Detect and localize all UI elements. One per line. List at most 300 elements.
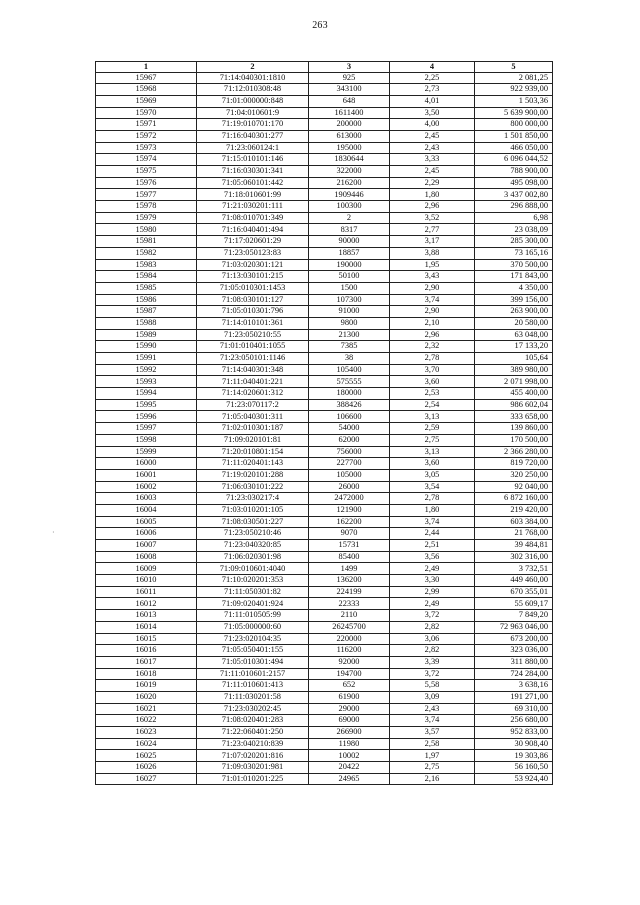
rate-value-cell: 3,33 xyxy=(390,154,475,166)
cost-value-cell: 171 843,00 xyxy=(475,271,553,283)
cost-value-cell: 311 880,00 xyxy=(475,656,553,668)
scan-speck: · xyxy=(52,528,55,537)
row-number-cell: 15990 xyxy=(96,341,197,353)
area-value-cell: 9800 xyxy=(309,317,390,329)
row-number-cell: 16011 xyxy=(96,586,197,598)
row-number-cell: 15973 xyxy=(96,142,197,154)
cadastral-number-cell: 71:01:010401:1055 xyxy=(197,341,309,353)
area-value-cell: 54000 xyxy=(309,423,390,435)
cadastral-number-cell: 71:05:010301:494 xyxy=(197,656,309,668)
row-number-cell: 16024 xyxy=(96,738,197,750)
cost-value-cell: 670 355,01 xyxy=(475,586,553,598)
cost-value-cell: 952 833,00 xyxy=(475,727,553,739)
rate-value-cell: 2,49 xyxy=(390,563,475,575)
cost-value-cell: 3 638,16 xyxy=(475,680,553,692)
table-row xyxy=(96,715,553,727)
row-number-cell: 15970 xyxy=(96,107,197,119)
table-row xyxy=(96,201,553,213)
rate-value-cell: 3,54 xyxy=(390,481,475,493)
area-value-cell: 200000 xyxy=(309,119,390,131)
table-row xyxy=(96,236,553,248)
area-value-cell: 190000 xyxy=(309,259,390,271)
rate-value-cell: 2,78 xyxy=(390,493,475,505)
cost-value-cell: 30 908,40 xyxy=(475,738,553,750)
row-number-cell: 16002 xyxy=(96,481,197,493)
table-row xyxy=(96,306,553,318)
table-row xyxy=(96,84,553,96)
cadastral-number-cell: 71:05:060101:442 xyxy=(197,177,309,189)
table-row xyxy=(96,504,553,516)
row-number-cell: 16007 xyxy=(96,540,197,552)
row-number-cell: 16010 xyxy=(96,575,197,587)
cost-value-cell: 73 165,16 xyxy=(475,247,553,259)
column-header-5: 5 xyxy=(475,62,553,73)
cost-value-cell: 320 250,00 xyxy=(475,469,553,481)
row-number-cell: 15986 xyxy=(96,294,197,306)
area-value-cell: 21300 xyxy=(309,329,390,341)
area-value-cell: 2 xyxy=(309,212,390,224)
cadastral-number-cell: 71:08:030101:127 xyxy=(197,294,309,306)
rate-value-cell: 2,53 xyxy=(390,388,475,400)
area-value-cell: 105400 xyxy=(309,364,390,376)
cost-value-cell: 2 081,25 xyxy=(475,72,553,84)
rate-value-cell: 3,88 xyxy=(390,247,475,259)
area-value-cell: 15731 xyxy=(309,540,390,552)
column-header-2: 2 xyxy=(197,62,309,73)
area-value-cell: 24965 xyxy=(309,773,390,785)
area-value-cell: 20422 xyxy=(309,762,390,774)
table-row xyxy=(96,469,553,481)
table-row xyxy=(96,177,553,189)
cost-value-cell: 5 639 900,00 xyxy=(475,107,553,119)
table-row xyxy=(96,247,553,259)
row-number-cell: 16006 xyxy=(96,528,197,540)
area-value-cell: 343100 xyxy=(309,84,390,96)
rate-value-cell: 2,73 xyxy=(390,84,475,96)
rate-value-cell: 2,82 xyxy=(390,621,475,633)
cost-value-cell: 819 720,00 xyxy=(475,458,553,470)
row-number-cell: 16022 xyxy=(96,715,197,727)
rate-value-cell: 5,58 xyxy=(390,680,475,692)
area-value-cell: 388426 xyxy=(309,399,390,411)
rate-value-cell: 2,49 xyxy=(390,598,475,610)
area-value-cell: 11980 xyxy=(309,738,390,750)
cadastral-number-cell: 71:06:020301:98 xyxy=(197,551,309,563)
cadastral-number-cell: 71:05:010301:796 xyxy=(197,306,309,318)
cost-value-cell: 466 050,00 xyxy=(475,142,553,154)
cadastral-number-cell: 71:22:060401:250 xyxy=(197,727,309,739)
table-row xyxy=(96,376,553,388)
rate-value-cell: 3,72 xyxy=(390,668,475,680)
cost-value-cell: 673 200,00 xyxy=(475,633,553,645)
cost-value-cell: 724 284,00 xyxy=(475,668,553,680)
area-value-cell: 1909446 xyxy=(309,189,390,201)
column-header-3: 3 xyxy=(309,62,390,73)
cost-value-cell: 6 872 160,00 xyxy=(475,493,553,505)
table-row xyxy=(96,166,553,178)
row-number-cell: 16016 xyxy=(96,645,197,657)
cadastral-number-cell: 71:09:020401:924 xyxy=(197,598,309,610)
rate-value-cell: 1,80 xyxy=(390,189,475,201)
table-row xyxy=(96,691,553,703)
table-row xyxy=(96,645,553,657)
table-row xyxy=(96,668,553,680)
table-row xyxy=(96,224,553,236)
cadastral-number-cell: 71:05:040301:311 xyxy=(197,411,309,423)
cadastral-number-cell: 71:21:030201:111 xyxy=(197,201,309,213)
area-value-cell: 29000 xyxy=(309,703,390,715)
rate-value-cell: 3,52 xyxy=(390,212,475,224)
table-row xyxy=(96,458,553,470)
row-number-cell: 15978 xyxy=(96,201,197,213)
table-row xyxy=(96,353,553,365)
table-row xyxy=(96,212,553,224)
cadastral-number-cell: 71:11:010601:2157 xyxy=(197,668,309,680)
cost-value-cell: 6,98 xyxy=(475,212,553,224)
cadastral-number-cell: 71:05:010301:1453 xyxy=(197,282,309,294)
area-value-cell: 224199 xyxy=(309,586,390,598)
area-value-cell: 50100 xyxy=(309,271,390,283)
row-number-cell: 16021 xyxy=(96,703,197,715)
cadastral-number-cell: 71:23:060124:1 xyxy=(197,142,309,154)
row-number-cell: 15993 xyxy=(96,376,197,388)
cadastral-number-cell: 71:11:010601:413 xyxy=(197,680,309,692)
cadastral-number-cell: 71:10:020201:353 xyxy=(197,575,309,587)
rate-value-cell: 3,60 xyxy=(390,376,475,388)
cadastral-number-cell: 71:09:010601:4040 xyxy=(197,563,309,575)
area-value-cell: 26000 xyxy=(309,481,390,493)
table-row xyxy=(96,551,553,563)
rate-value-cell: 2,43 xyxy=(390,703,475,715)
row-number-cell: 15997 xyxy=(96,423,197,435)
area-value-cell: 1830644 xyxy=(309,154,390,166)
rate-value-cell: 2,90 xyxy=(390,282,475,294)
area-value-cell: 1611400 xyxy=(309,107,390,119)
cadastral-number-cell: 71:23:020104:35 xyxy=(197,633,309,645)
row-number-cell: 15980 xyxy=(96,224,197,236)
table-row xyxy=(96,142,553,154)
table-row xyxy=(96,738,553,750)
cadastral-number-cell: 71:19:010701:170 xyxy=(197,119,309,131)
row-number-cell: 15995 xyxy=(96,399,197,411)
cadastral-number-cell: 71:06:030101:222 xyxy=(197,481,309,493)
cost-value-cell: 105,64 xyxy=(475,353,553,365)
row-number-cell: 16019 xyxy=(96,680,197,692)
cost-value-cell: 92 040,00 xyxy=(475,481,553,493)
rate-value-cell: 3,39 xyxy=(390,656,475,668)
cost-value-cell: 219 420,00 xyxy=(475,504,553,516)
cost-value-cell: 19 303,86 xyxy=(475,750,553,762)
table-row xyxy=(96,773,553,785)
cost-value-cell: 39 484,81 xyxy=(475,540,553,552)
rate-value-cell: 3,06 xyxy=(390,633,475,645)
row-number-cell: 15992 xyxy=(96,364,197,376)
cost-value-cell: 455 400,00 xyxy=(475,388,553,400)
area-value-cell: 322000 xyxy=(309,166,390,178)
table-row xyxy=(96,154,553,166)
cost-value-cell: 603 384,00 xyxy=(475,516,553,528)
cost-value-cell: 1 501 850,00 xyxy=(475,130,553,142)
area-value-cell: 220000 xyxy=(309,633,390,645)
row-number-cell: 16009 xyxy=(96,563,197,575)
area-value-cell: 22333 xyxy=(309,598,390,610)
area-value-cell: 91000 xyxy=(309,306,390,318)
area-value-cell: 2110 xyxy=(309,610,390,622)
cost-value-cell: 2 366 280,00 xyxy=(475,446,553,458)
table-row xyxy=(96,282,553,294)
area-value-cell: 107300 xyxy=(309,294,390,306)
cadastral-number-cell: 71:23:050210:46 xyxy=(197,528,309,540)
rate-value-cell: 2,32 xyxy=(390,341,475,353)
row-number-cell: 16020 xyxy=(96,691,197,703)
table-row xyxy=(96,411,553,423)
cost-value-cell: 56 160,50 xyxy=(475,762,553,774)
cost-value-cell: 449 460,00 xyxy=(475,575,553,587)
table-row xyxy=(96,633,553,645)
cost-value-cell: 263 900,00 xyxy=(475,306,553,318)
area-value-cell: 2472000 xyxy=(309,493,390,505)
area-value-cell: 69000 xyxy=(309,715,390,727)
cost-value-cell: 20 580,00 xyxy=(475,317,553,329)
area-value-cell: 648 xyxy=(309,95,390,107)
page-number: 263 xyxy=(312,20,328,31)
cadastral-number-cell: 71:14:040301:348 xyxy=(197,364,309,376)
area-value-cell: 227700 xyxy=(309,458,390,470)
cadastral-number-cell: 71:11:020401:143 xyxy=(197,458,309,470)
table-row xyxy=(96,540,553,552)
row-number-cell: 15999 xyxy=(96,446,197,458)
cadastral-number-cell: 71:20:010801:154 xyxy=(197,446,309,458)
rate-value-cell: 2,43 xyxy=(390,142,475,154)
row-number-cell: 15994 xyxy=(96,388,197,400)
table-row xyxy=(96,72,553,84)
rate-value-cell: 2,75 xyxy=(390,434,475,446)
rate-value-cell: 4,01 xyxy=(390,95,475,107)
table-row xyxy=(96,294,553,306)
row-number-cell: 15967 xyxy=(96,72,197,84)
row-number-cell: 15979 xyxy=(96,212,197,224)
table-row xyxy=(96,434,553,446)
cost-value-cell: 139 860,00 xyxy=(475,423,553,435)
area-value-cell: 8317 xyxy=(309,224,390,236)
area-value-cell: 162200 xyxy=(309,516,390,528)
cadastral-number-cell: 71:11:040401:221 xyxy=(197,376,309,388)
cadastral-number-cell: 71:01:000000:848 xyxy=(197,95,309,107)
cost-value-cell: 170 500,00 xyxy=(475,434,553,446)
table-row xyxy=(96,341,553,353)
rate-value-cell: 3,60 xyxy=(390,458,475,470)
rate-value-cell: 3,74 xyxy=(390,715,475,727)
row-number-cell: 15975 xyxy=(96,166,197,178)
row-number-cell: 15987 xyxy=(96,306,197,318)
cadastral-number-cell: 71:04:010601:9 xyxy=(197,107,309,119)
row-number-cell: 16014 xyxy=(96,621,197,633)
cadastral-number-cell: 71:19:020101:288 xyxy=(197,469,309,481)
cost-value-cell: 2 071 998,00 xyxy=(475,376,553,388)
table-row xyxy=(96,493,553,505)
row-number-cell: 16017 xyxy=(96,656,197,668)
area-value-cell: 90000 xyxy=(309,236,390,248)
row-number-cell: 15968 xyxy=(96,84,197,96)
rate-value-cell: 2,78 xyxy=(390,353,475,365)
row-number-cell: 15983 xyxy=(96,259,197,271)
area-value-cell: 18857 xyxy=(309,247,390,259)
cost-value-cell: 23 038,09 xyxy=(475,224,553,236)
rate-value-cell: 3,30 xyxy=(390,575,475,587)
rate-value-cell: 2,77 xyxy=(390,224,475,236)
table-row xyxy=(96,727,553,739)
rate-value-cell: 2,25 xyxy=(390,72,475,84)
cadastral-number-cell: 71:11:050301:82 xyxy=(197,586,309,598)
row-number-cell: 16008 xyxy=(96,551,197,563)
rate-value-cell: 2,10 xyxy=(390,317,475,329)
row-number-cell: 16015 xyxy=(96,633,197,645)
row-number-cell: 15996 xyxy=(96,411,197,423)
area-value-cell: 92000 xyxy=(309,656,390,668)
cadastral-number-cell: 71:15:010101:146 xyxy=(197,154,309,166)
rate-value-cell: 2,45 xyxy=(390,166,475,178)
row-number-cell: 15976 xyxy=(96,177,197,189)
cadastral-number-cell: 71:23:040210:839 xyxy=(197,738,309,750)
area-value-cell: 26245700 xyxy=(309,621,390,633)
area-value-cell: 61900 xyxy=(309,691,390,703)
row-number-cell: 15984 xyxy=(96,271,197,283)
row-number-cell: 16004 xyxy=(96,504,197,516)
table-row xyxy=(96,656,553,668)
cost-value-cell: 389 980,00 xyxy=(475,364,553,376)
area-value-cell: 1499 xyxy=(309,563,390,575)
row-number-cell: 15989 xyxy=(96,329,197,341)
table-header xyxy=(96,62,553,73)
rate-value-cell: 2,16 xyxy=(390,773,475,785)
cost-value-cell: 922 939,00 xyxy=(475,84,553,96)
area-value-cell: 1500 xyxy=(309,282,390,294)
cadastral-number-cell: 71:09:020101:81 xyxy=(197,434,309,446)
rate-value-cell: 3,09 xyxy=(390,691,475,703)
rate-value-cell: 1,80 xyxy=(390,504,475,516)
header-row xyxy=(96,62,553,73)
cost-value-cell: 3 437 002,80 xyxy=(475,189,553,201)
rate-value-cell: 2,90 xyxy=(390,306,475,318)
cadastral-number-cell: 71:12:010308:48 xyxy=(197,84,309,96)
table-row xyxy=(96,329,553,341)
table-row xyxy=(96,481,553,493)
area-value-cell: 575555 xyxy=(309,376,390,388)
cost-value-cell: 256 680,00 xyxy=(475,715,553,727)
cadastral-number-cell: 71:14:010101:361 xyxy=(197,317,309,329)
cadastral-number-cell: 71:14:040301:1810 xyxy=(197,72,309,84)
rate-value-cell: 2,96 xyxy=(390,201,475,213)
cadastral-number-cell: 71:16:040301:277 xyxy=(197,130,309,142)
cadastral-number-cell: 71:03:020301:121 xyxy=(197,259,309,271)
row-number-cell: 15991 xyxy=(96,353,197,365)
row-number-cell: 16018 xyxy=(96,668,197,680)
cost-value-cell: 17 133,20 xyxy=(475,341,553,353)
row-number-cell: 15974 xyxy=(96,154,197,166)
area-value-cell: 652 xyxy=(309,680,390,692)
table-row xyxy=(96,130,553,142)
cadastral-number-cell: 71:14:020601:312 xyxy=(197,388,309,400)
cadastral-number-cell: 71:23:030202:45 xyxy=(197,703,309,715)
cost-value-cell: 53 924,40 xyxy=(475,773,553,785)
row-number-cell: 15988 xyxy=(96,317,197,329)
cadastral-number-cell: 71:08:020401:283 xyxy=(197,715,309,727)
rate-value-cell: 1,97 xyxy=(390,750,475,762)
cadastral-number-cell: 71:01:010201:225 xyxy=(197,773,309,785)
row-number-cell: 15969 xyxy=(96,95,197,107)
rate-value-cell: 2,45 xyxy=(390,130,475,142)
cost-value-cell: 4 350,00 xyxy=(475,282,553,294)
cost-value-cell: 370 500,00 xyxy=(475,259,553,271)
rate-value-cell: 3,13 xyxy=(390,411,475,423)
cadastral-number-cell: 71:16:030301:341 xyxy=(197,166,309,178)
table-row xyxy=(96,189,553,201)
cadastral-number-cell: 71:17:020601:29 xyxy=(197,236,309,248)
rate-value-cell: 2,99 xyxy=(390,586,475,598)
cost-value-cell: 3 732,51 xyxy=(475,563,553,575)
table-row xyxy=(96,680,553,692)
table-row xyxy=(96,575,553,587)
area-value-cell: 105000 xyxy=(309,469,390,481)
table-row xyxy=(96,364,553,376)
cost-value-cell: 55 609,17 xyxy=(475,598,553,610)
cost-value-cell: 6 096 044,52 xyxy=(475,154,553,166)
cadastral-number-cell: 71:23:050123:83 xyxy=(197,247,309,259)
row-number-cell: 15982 xyxy=(96,247,197,259)
area-value-cell: 116200 xyxy=(309,645,390,657)
area-value-cell: 106600 xyxy=(309,411,390,423)
data-table xyxy=(95,61,553,785)
row-number-cell: 15981 xyxy=(96,236,197,248)
table-row xyxy=(96,317,553,329)
cost-value-cell: 285 300,00 xyxy=(475,236,553,248)
table-row xyxy=(96,271,553,283)
rate-value-cell: 3,74 xyxy=(390,516,475,528)
column-header-1: 1 xyxy=(96,62,197,73)
cadastral-number-cell: 71:23:070117:2 xyxy=(197,399,309,411)
cadastral-number-cell: 71:09:030201:981 xyxy=(197,762,309,774)
table-row xyxy=(96,563,553,575)
cadastral-number-cell: 71:13:030101:215 xyxy=(197,271,309,283)
table-row xyxy=(96,446,553,458)
row-number-cell: 15985 xyxy=(96,282,197,294)
cost-value-cell: 72 963 046,00 xyxy=(475,621,553,633)
table-row xyxy=(96,586,553,598)
rate-value-cell: 2,51 xyxy=(390,540,475,552)
rate-value-cell: 3,57 xyxy=(390,727,475,739)
area-value-cell: 180000 xyxy=(309,388,390,400)
row-number-cell: 16026 xyxy=(96,762,197,774)
cadastral-number-cell: 71:08:030501:227 xyxy=(197,516,309,528)
area-value-cell: 195000 xyxy=(309,142,390,154)
row-number-cell: 16001 xyxy=(96,469,197,481)
rate-value-cell: 4,00 xyxy=(390,119,475,131)
cadastral-number-cell: 71:11:010505:99 xyxy=(197,610,309,622)
table-row xyxy=(96,119,553,131)
rate-value-cell: 2,75 xyxy=(390,762,475,774)
table-row xyxy=(96,388,553,400)
cost-value-cell: 1 503,36 xyxy=(475,95,553,107)
rate-value-cell: 2,54 xyxy=(390,399,475,411)
area-value-cell: 62000 xyxy=(309,434,390,446)
row-number-cell: 16000 xyxy=(96,458,197,470)
cadastral-number-cell: 71:03:010201:105 xyxy=(197,504,309,516)
cost-value-cell: 495 098,00 xyxy=(475,177,553,189)
cadastral-number-cell: 71:18:010601:99 xyxy=(197,189,309,201)
row-number-cell: 16012 xyxy=(96,598,197,610)
rate-value-cell: 3,74 xyxy=(390,294,475,306)
area-value-cell: 194700 xyxy=(309,668,390,680)
